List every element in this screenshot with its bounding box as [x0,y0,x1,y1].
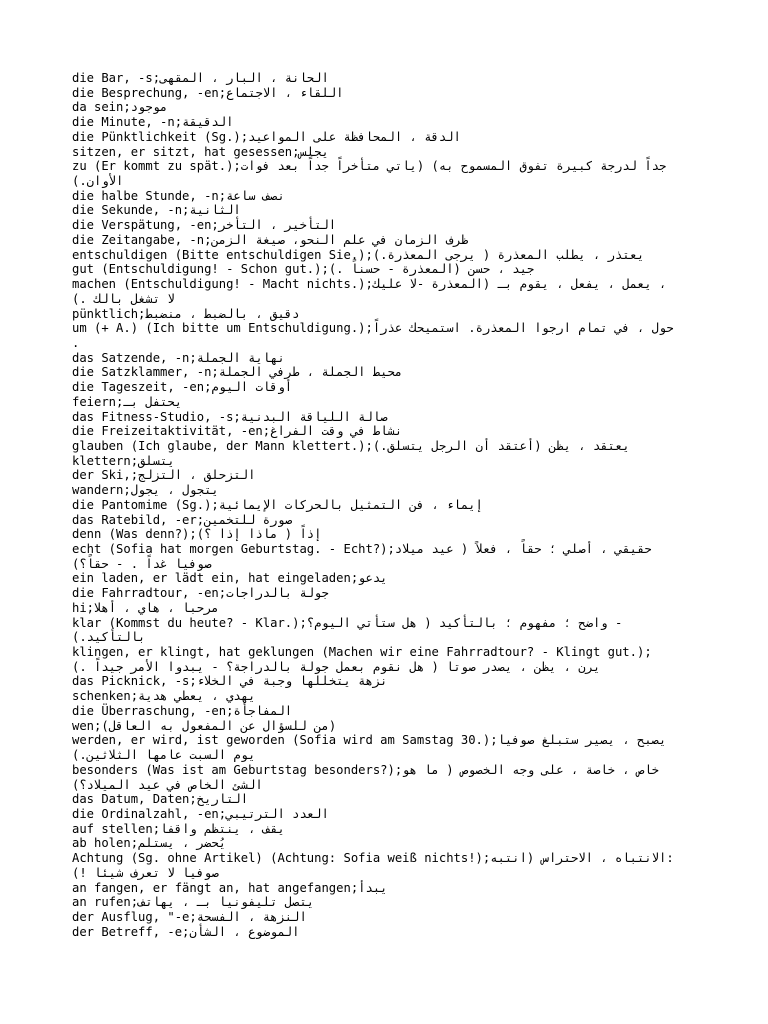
text-line: sitzen, er sitzt, hat gesessen;يجلس [72,144,329,159]
text-line: klingen, er klingt, hat geklungen (Machen wir eine Fahrradtour? - Klingt gut.); [72,645,652,660]
text-line: der Ausflug, "-e;النزهة ، الفسحة [72,909,307,924]
text-line: der Betreff, -e;الموضوع ، الشأن [72,924,300,939]
text-line: die Satzklammer, -n;محيط الجملة ، طرفي الجملة [72,365,403,380]
text-line: صوفيا لا تعرف شيئا !) [72,865,219,880]
text-line: an rufen;يتصل تليفونيا بـ ، يهاتف [72,895,315,910]
text-line: die Fahrradtour, -en;جولة بالدراجات [72,586,329,601]
text-line: die Minute, -n;الدقيقة [72,115,234,130]
text-line: denn (Was denn?);إذاً ( ماذا إذا ؟) [72,527,322,542]
text-line: pünktlich;دقيق ، بالضبط ، منضبط [72,306,300,321]
text-line: wandern;يتجول ، يجول [72,483,219,498]
text-line: صوفيا غداً . - حقاً؟) [72,556,212,571]
text-line: يوم السبت عامها الثلاثين.) [72,748,256,763]
document-text [72,71,696,939]
text-line: الشئ الخاص في عيد الميلاد؟) [72,777,263,792]
text-line: um (+ A.) (Ich bitte um Entschuldigung.);حول ، في تمام ارجوا المعذرة. استميحك عذراً [72,321,674,336]
text-line: das Ratebild, -er;صورة للتخمين [72,512,293,527]
text-line: ab holen;يُحضر ، يستلم [72,836,227,851]
text-line: . [72,335,80,350]
text-line: gut (Entschuldigung! - Schon gut.);جيد ، حسن (المعذرة - حسناً .) [72,262,535,277]
text-line: entschuldigen (Bitte entschuldigen Sie.);يعتذر ، يطلب المعذرة ( يرجى المعذرة.) [72,247,645,262]
text-line: machen (Entschuldigung! - Macht nichts.);يعمل ، يفعل ، يقوم بـ (المعذرة -لا عليك ، [72,277,667,292]
text-line: das Picknick, -s;نزهة يتخللها وجبة في الخلاء [72,674,388,689]
text-line: die Bar, -s;الحانة ، البار ، المقهى [72,71,329,85]
text-line: ein laden, er lädt ein, hat eingeladen;يدعو [72,571,388,586]
text-line: der Ski,;التزحلق ، التزلج [72,468,256,483]
text-line: das Fitness-Studio, -s;صالة اللياقة البدنية [72,409,388,424]
text-line: die Tageszeit, -en;أوقات اليوم [72,380,293,395]
text-line: لا تشغل بالك .) [72,291,175,306]
text-line: werden, er wird, ist geworden (Sofia wird am Samstag 30.);يصبح ، يصير ستبلغ صوفيا [72,733,667,748]
text-line: das Datum, Daten;التاريخ [72,792,249,807]
text-line: das Satzende, -n;نهاية الجملة [72,350,285,365]
text-line: schenken;يهدي ، يعطي هدية [72,689,256,704]
text-line: glauben (Ich glaube, der Mann klettert.);يعتقد ، يظن (أعتقد أن الرجل يتسلق.) [72,438,630,453]
text-line: die Zeitangabe, -n;ظرف الزمان في علم النحو، صيغة الزمن [72,232,469,247]
text-line: die Besprechung, -en;اللقاء ، الاجتماع [72,85,344,100]
text-line: hi;مرحبا ، هاي ، أهلا [72,600,219,615]
text-line: die Freizeitaktivität, -en;نشاط في وقت الفراغ [72,424,403,439]
text-line: die Verspätung, -en;التأخير ، التأخر [72,218,337,233]
text-line: die Überraschung, -en;المفاجأة [72,703,293,718]
text-line: zu (Er kommt zu spät.);جداً لدرجة كبيرة تفوق المسموح به) (ياتي متأخراً جداً بعد فوات [72,159,667,174]
text-line: die Pünktlichkeit (Sg.);الدقة ، المحافظة على المواعيد [72,129,461,144]
text-line: da sein;موجود [72,100,168,115]
text-line: klar (Kommst du heute? - Klar.);واضح ؛ مفهوم ؛ بالتأكيد ( هل ستأتي اليوم؟ - [72,615,623,630]
text-line: auf stellen;يقف ، ينتظم واقفا [72,821,285,836]
text-line: يرن ، يظن ، يصدر صوتا ( هل نقوم بعمل جولة بالدراجة؟ - يبدوا الأمر جيداً .) [72,659,601,674]
text-line: Achtung (Sg. ohne Artikel) (Achtung: Sofia weiß nichts!);الانتباه ، الاحتراس (انتبه: [72,851,674,866]
text-line: die Pantomime (Sg.);إيماء ، فن التمثيل بالحركات الإيمائية [72,497,483,512]
text-line: الأوان.) [72,174,124,189]
text-line: an fangen, er fängt an, hat angefangen;يبدأ [72,880,388,895]
text-line: besonders (Was ist am Geburtstag besonders?);خاص ، خاصة ، على وجه الخصوص ( ما هو [72,762,659,777]
text-line: feiern;يحتفل بـ [72,394,183,409]
text-line: die halbe Stunde, -n;نصف ساعة [72,188,285,203]
text-line: die Ordinalzahl, -en;العدد الترتيبي [72,806,329,821]
text-line: بالتأكيد.) [72,630,146,645]
text-line: klettern;يتسلق [72,453,175,468]
text-line: echt (Sofia hat morgen Geburtstag. - Echt?);حقيقي ، أصلي ؛ حقاً ، فعلاً ( عيد ميلاد [72,542,652,556]
text-line: die Sekunde, -n;الثانية [72,203,241,218]
text-line: wen;(من للسؤال عن المفعول به العاقل) [72,718,337,733]
